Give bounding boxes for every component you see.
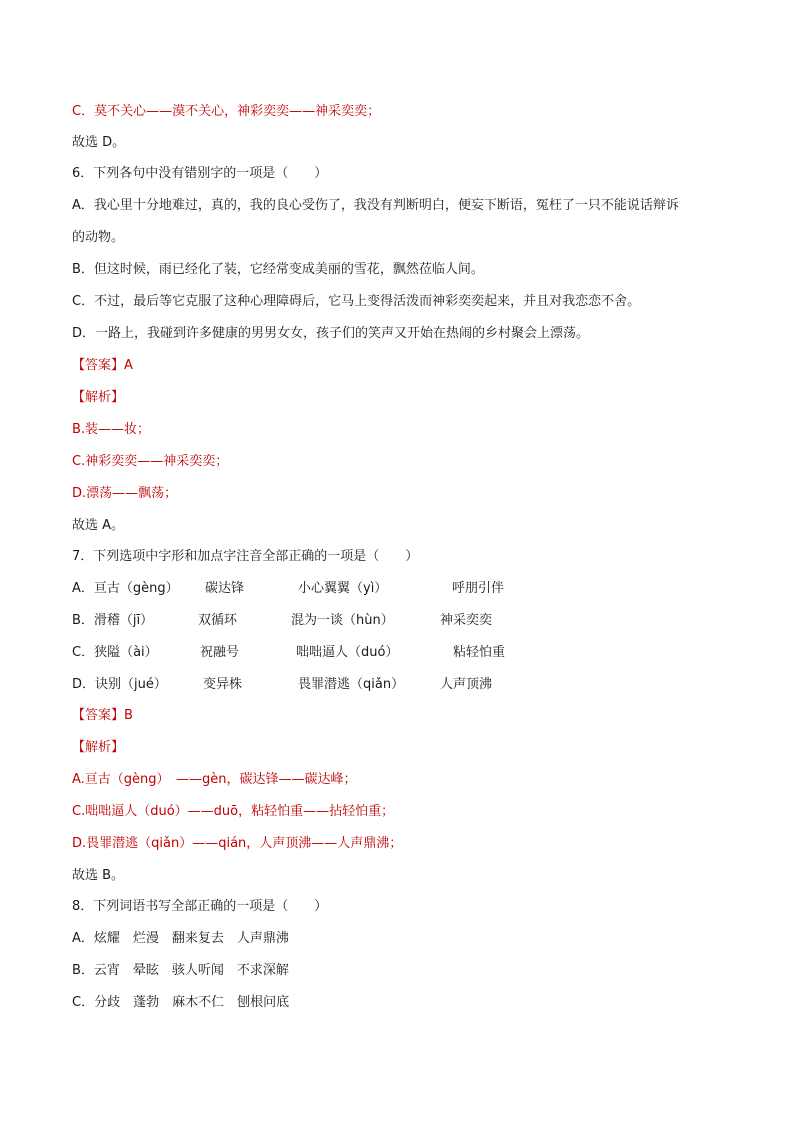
q7-stem: 7．下列选项中字形和加点字注音全部正确的一项是（ ） xyxy=(72,549,419,564)
q6-analysis-c: C.神彩奕奕——神采奕奕； xyxy=(72,454,229,469)
q6-stem: 6．下列各句中没有错别字的一项是（ ） xyxy=(72,166,328,181)
q6-analysis-d: D.漂荡——飘荡； xyxy=(72,486,178,501)
q7-b-item-4: 神采奕奕 xyxy=(440,613,493,628)
q7-a-item-4: 呼朋引伴 xyxy=(452,581,505,596)
q8-option-a: A．炫耀 烂漫 翻来复去 人声鼎沸 xyxy=(72,931,289,946)
q7-d-item-1: D．诀别（jué） xyxy=(72,677,167,692)
prev-option-c-analysis: C．莫不关心——漠不关心，神彩奕奕——神采奕奕； xyxy=(72,104,381,119)
q8-option-b: B．云宵 晕眩 骇人听闻 不求深解 xyxy=(72,963,289,978)
q7-c-item-2: 祝融号 xyxy=(200,645,240,660)
q7-analysis-c: C.咄咄逼人（duó）——duō，粘轻怕重——拈轻怕重； xyxy=(72,804,395,819)
q7-c-item-3: 咄咄逼人（duó） xyxy=(296,645,399,660)
q7-b-item-3: 混为一谈（hùn） xyxy=(291,613,394,628)
q6-option-d: D．一路上，我碰到许多健康的男男女女，孩子们的笑声又开始在热闹的乡村聚会上漂荡。 xyxy=(72,326,590,341)
q6-analysis-b: B.装——妆； xyxy=(72,422,151,437)
q7-d-item-3: 畏罪潜逃（qiǎn） xyxy=(298,677,405,692)
q8-option-c: C．分歧 蓬勃 麻木不仁 刨根问底 xyxy=(72,995,290,1010)
q6-option-c: C．不过，最后等它克服了这种心理障碍后，它马上变得活泼而神彩奕奕起来，并且对我恋恋不舍。 xyxy=(72,294,641,309)
q6-option-a-line1: A．我心里十分地难过，真的，我的良心受伤了，我没有判断明白，便妄下断语，冤枉了一只不能说话辩诉 xyxy=(72,198,679,213)
prev-conclusion: 故选 D。 xyxy=(72,135,126,150)
q7-c-item-4: 粘轻怕重 xyxy=(453,645,506,660)
q6-option-b: B．但这时候，雨已经化了装，它经常变成美丽的雪花，飘然莅临人间。 xyxy=(72,262,484,277)
q7-a-item-3: 小心翼翼（yì） xyxy=(298,581,388,596)
q7-analysis-a: A.亘古（gèng） ——gèn，碳达锋——碳达峰； xyxy=(72,772,357,787)
q7-b-item-1: B．滑稽（jī） xyxy=(72,613,154,628)
q7-a-item-2: 碳达锋 xyxy=(205,581,245,596)
q6-answer: 【答案】A xyxy=(72,358,133,373)
q7-analysis-label: 【解析】 xyxy=(72,740,125,755)
q6-option-a-line2: 的动物。 xyxy=(72,230,125,245)
q7-d-item-4: 人声顶沸 xyxy=(440,677,493,692)
q7-a-item-1: A．亘古（gèng） xyxy=(72,581,179,596)
q6-conclusion: 故选 A。 xyxy=(72,518,125,533)
q7-conclusion: 故选 B。 xyxy=(72,868,125,883)
q7-answer: 【答案】B xyxy=(72,708,133,723)
q7-c-item-1: C．狭隘（ài） xyxy=(72,645,158,660)
q8-stem: 8．下列词语书写全部正确的一项是（ ） xyxy=(72,899,328,914)
q7-b-item-2: 双循环 xyxy=(198,613,238,628)
q7-analysis-d: D.畏罪潜逃（qiǎn）——qián，人声顶沸——人声鼎沸； xyxy=(72,836,403,851)
q7-d-item-2: 变异株 xyxy=(203,677,243,692)
q6-analysis-label: 【解析】 xyxy=(72,390,125,405)
